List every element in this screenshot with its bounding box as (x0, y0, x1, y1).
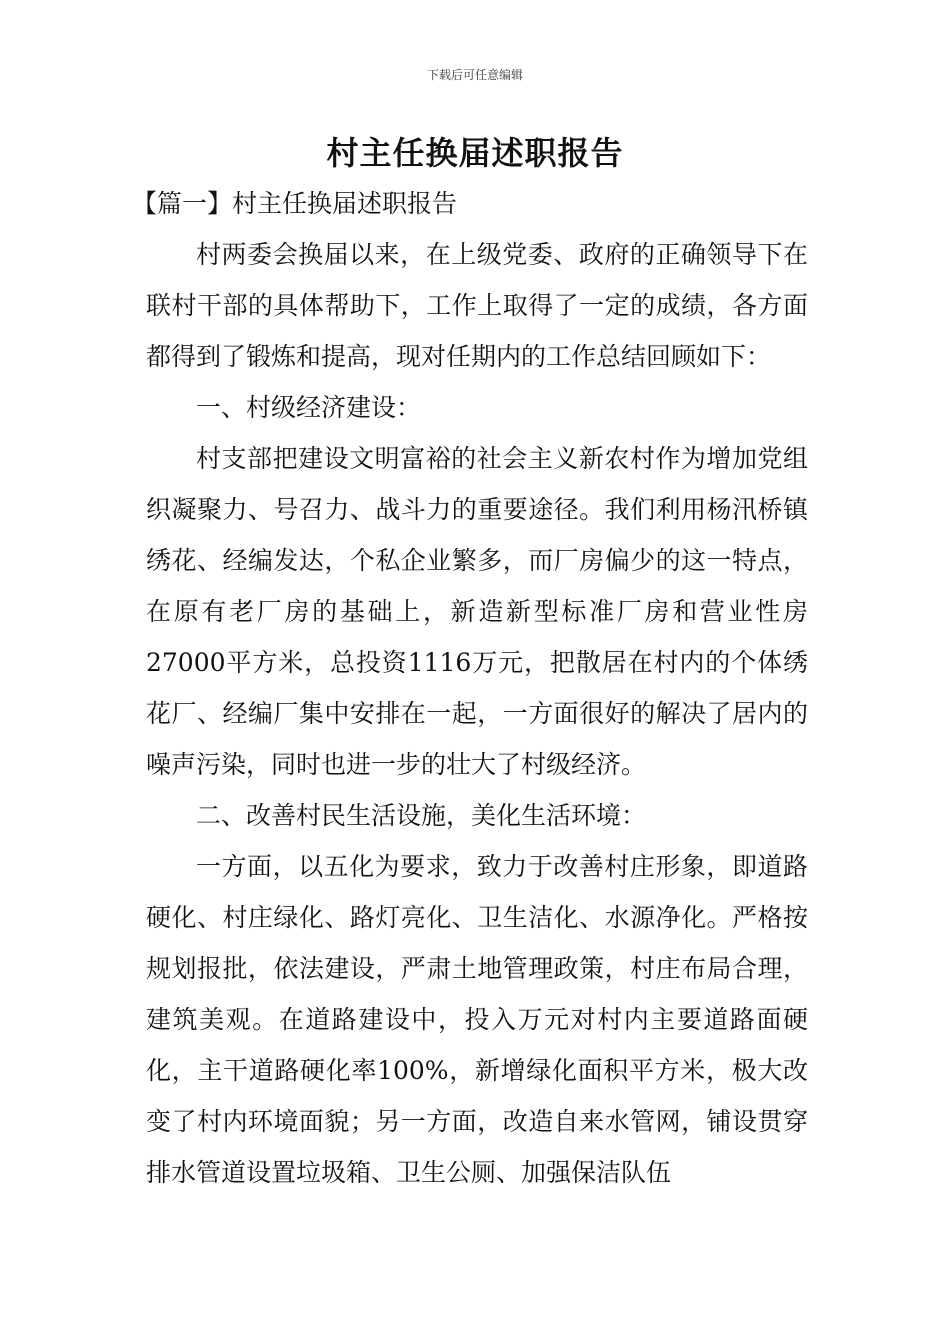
section-label: 【篇一】村主任换届述职报告 (132, 189, 458, 218)
header-note: 下载后可任意编辑 (426, 68, 523, 82)
heading-economy: 一、村级经济建设： (196, 393, 422, 422)
document-title: 村主任换届述职报告 (326, 134, 624, 172)
document-body (132, 178, 808, 1198)
paragraph-environment: 一方面，以五化为要求，致力于改善村庄形象，即道路硬化、村庄绿化、路灯亮化、卫生洁化、水源净化。严格按规划报批，依法建设，严肃土地管理政策，村庄布局合理，建筑美观。在道路建设中，投入万元对村内主要道路面硬化，主干道路硬化率100%，新增绿化面积平方米，极大改变了村内环境面貌；另一方面，改造自来水管网，铺设贯穿排水管道设置垃圾箱、卫生公厕、加强保洁队伍 (146, 852, 808, 1187)
paragraph-economy: 村支部把建设文明富裕的社会主义新农村作为增加党组织凝聚力、号召力、战斗力的重要途径。我们利用杨汛桥镇绣花、经编发达，个私企业繁多，而厂房偏少的这一特点，在原有老厂房的基础上，新造新型标准厂房和营业性房27000平方米，总投资1116万元，把散居在村内的个体绣花厂、经编厂集中安排在一起，一方面很好的解决了居内的噪声污染，同时也进一步的壮大了村级经济。 (146, 444, 808, 779)
heading-environment: 二、改善村民生活设施，美化生活环境： (196, 801, 647, 830)
paragraph-intro: 村两委会换届以来，在上级党委、政府的正确领导下在联村干部的具体帮助下，工作上取得了一定的成绩，各方面都得到了锻炼和提高，现对任期内的工作总结回顾如下： (146, 240, 808, 371)
